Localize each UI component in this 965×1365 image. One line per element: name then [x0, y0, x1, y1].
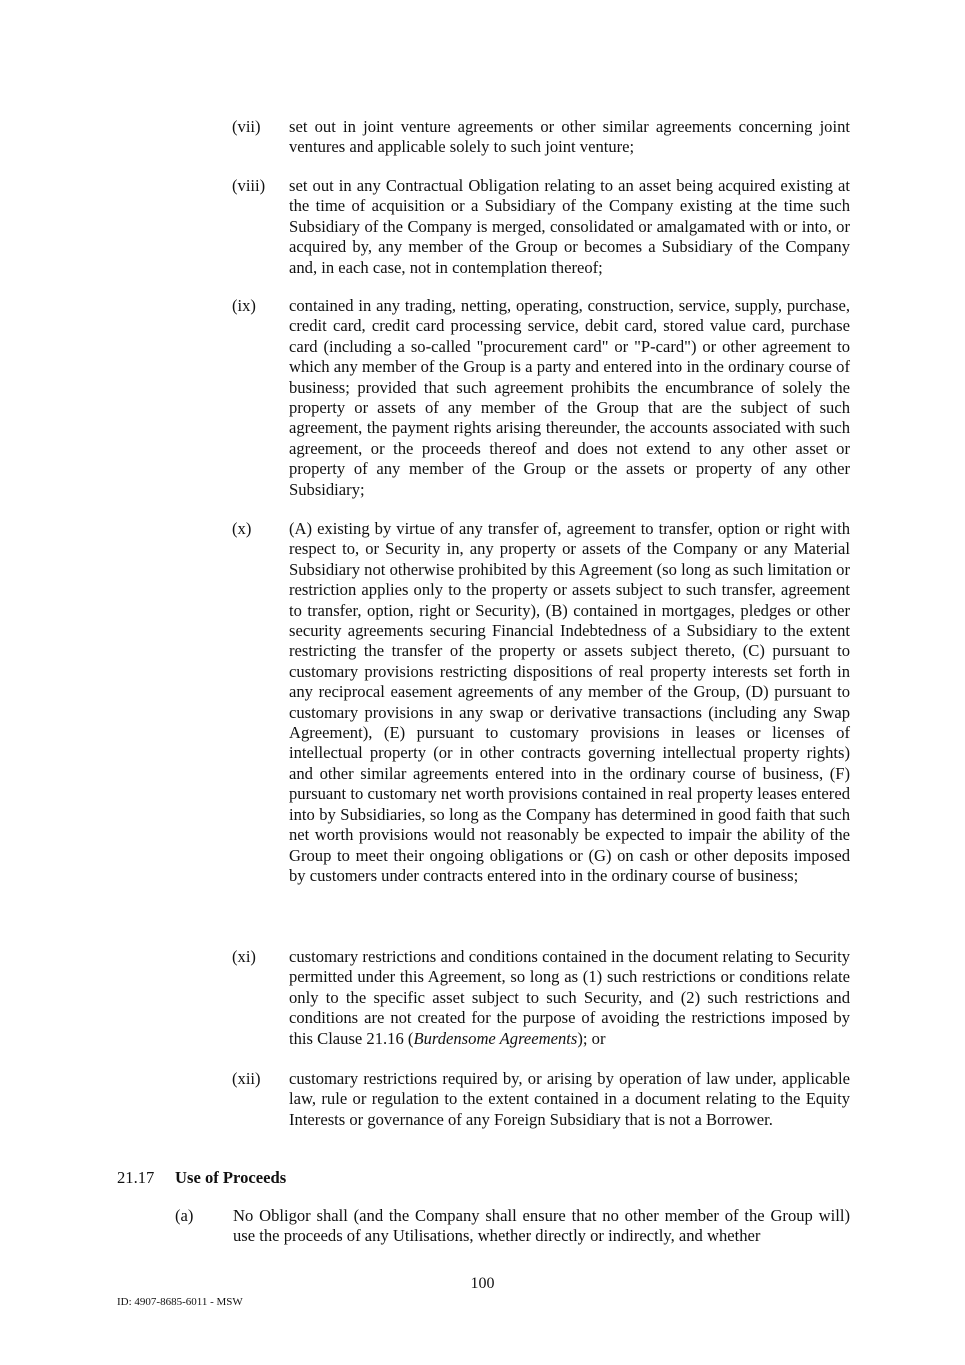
section-sub-item-a — [175, 1206, 850, 1247]
list-item-number: (ix) — [232, 296, 256, 315]
list-item-text — [289, 947, 850, 1049]
list-item-text: customary restrictions required by, or arising by operation of law under, applicable law, rule or regulation to the extent contained in a document relating to the Equity Interests or governance of any Foreign Subsidiary that is not a Borrower. — [289, 1069, 850, 1129]
list-item-x — [232, 519, 850, 886]
list-item-number: (xii) — [232, 1069, 261, 1088]
list-item-text: set out in joint venture agreements or other similar agreements concerning joint ventures and applicable solely to such joint venture; — [289, 117, 850, 157]
section-heading — [117, 1168, 286, 1188]
list-item-number: (vii) — [232, 117, 261, 136]
list-item-vii — [232, 117, 850, 158]
list-item-text: (A) existing by virtue of any transfer of, agreement to transfer, option or right with respect to, or Security in, any property or assets of the Company or any Material Subsidiary not otherwise prohibited by this Agreement (so long as such limitation or restriction applies only to the property or assets subject to such transfer, agreement to transfer, option, right or Security), (B) contained in mortgages, pledges or other security agreements securing Financial Indebtedness of a Subsidiary to the extent restricting the transfer of the property or assets subject thereto, (C) pursuant to customary provisions restricting dispositions of real property interests set forth in any reciprocal easement agreements of any member of the Group, (D) pursuant to customary provisions in any swap or derivative transactions (including any Swap Agreement), (E) pursuant to customary provisions in leases or licenses of intellectual property (or in other contracts governing intellectual property rights) and other similar agreements entered into in the ordinary course of business, (F) pursuant to customary net worth provisions contained in real property leases entered into by Subsidiaries, so long as the Company has determined in good faith that such net worth provisions would not reasonably be expected to impair the ability of the Group to meet their ongoing obligations or (G) on cash or other deposits imposed by customers under contracts entered into in the ordinary course of business; — [289, 519, 850, 885]
list-item-number: (xi) — [232, 947, 256, 966]
list-item-text-part: ); or — [577, 1028, 606, 1048]
page-number: 100 — [470, 1275, 495, 1292]
section-title: Use of Proceeds — [175, 1168, 287, 1187]
clause-title-reference: Burdensome Agreements — [413, 1028, 578, 1048]
sub-item-number: (a) — [175, 1206, 194, 1225]
list-item-ix — [232, 296, 850, 500]
document-id: ID: 4907-8685-6011 - MSW — [117, 1296, 243, 1308]
list-item-viii — [232, 176, 850, 278]
list-item-number: (x) — [232, 519, 252, 538]
list-item-xi — [232, 947, 850, 1049]
list-item-number: (viii) — [232, 176, 266, 195]
section-number: 21.17 — [117, 1168, 155, 1187]
list-item-text: set out in any Contractual Obligation relating to an asset being acquired existing at the time of acquisition or a Subsidiary of the Company existing at the time such Subsidiary of the Company is merged, consolidated or amalgamated with or into, or acquired by, any member of the Group or becomes a Subsidiary of the Company and, in each case, not in contemplation thereof; — [289, 176, 850, 277]
list-item-xii — [232, 1069, 850, 1130]
list-item-text: contained in any trading, netting, operating, construction, service, supply, purchase, credit card, credit card processing service, debit card, stored value card, purchase card (including a so-called "procurement card" or "P-card") or other agreement to which any member of the Group is a party and entered into in the ordinary course of business; provided that such agreement prohibits the encumbrance of solely the property or assets of any member of the Group that are the subject of such agreement, the payment rights arising thereunder, the accounts associated with such agreement, or the proceeds thereof and does not extend to any other asset or property of any member of the Group or the assets or property of any other Subsidiary; — [289, 296, 850, 499]
sub-item-text: No Obligor shall (and the Company shall ensure that no other member of the Group will) use the proceeds of any Utilisations, whether directly or indirectly, and whether — [233, 1206, 850, 1246]
list-item-text-part: customary restrictions and conditions contained in the document relating to Security permitted under this Agreement, so long as (1) such restrictions or conditions relate only to the specific asset subject to such Security, and (2) such restrictions and conditions are not created for the purpose of avoiding the restrictions imposed by this Clause 21.16 ( — [289, 947, 850, 1048]
